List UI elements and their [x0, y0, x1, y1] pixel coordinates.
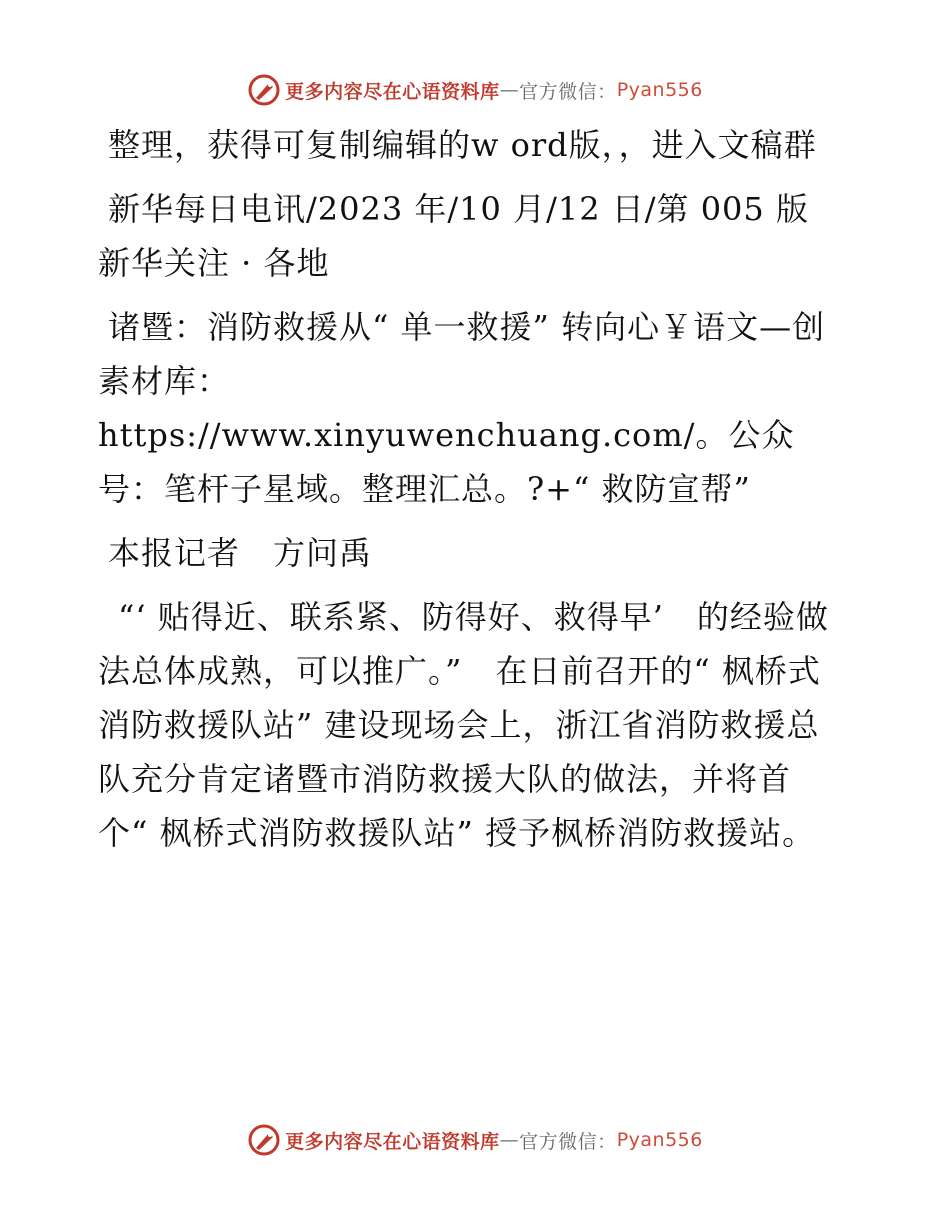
- pen-nib-logo-icon: [247, 73, 281, 107]
- paragraph-headline: 诸暨：消防救援从“ 单一救援” 转向心￥语文—创素材库：https://www.xinyuwenchuang.com/。公众号：笔杆子星域。整理汇总。?+“ 救防宣帮”: [98, 308, 826, 508]
- banner-wechat-id: Pyan556: [616, 1129, 703, 1151]
- banner-separator: —: [499, 1129, 520, 1151]
- footer-banner: [0, 1120, 950, 1160]
- banner-wechat-id: Pyan556: [616, 79, 703, 101]
- header-banner: [0, 70, 950, 110]
- banner-site-name: 更多内容尽在心语资料库: [285, 80, 500, 103]
- pen-nib-logo-icon: [247, 1123, 281, 1157]
- banner-wechat-label: 官方微信：: [519, 80, 617, 103]
- paragraph-byline: 本报记者 方问禹: [108, 534, 373, 572]
- banner-separator: —: [499, 79, 520, 101]
- document-body: [98, 118, 838, 870]
- paragraph-notice: 整理，获得可复制编辑的w ord版，，进入文稿群: [108, 126, 817, 164]
- paragraph-source: 新华每日电讯/2023 年/10 月/12 日/第 005 版新华关注 · 各地: [98, 190, 809, 282]
- paragraph-body: “‘ 贴得近、联系紧、防得好、救得早’ 的经验做法总体成熟，可以推广。” 在日前召开的“ 枫桥式消防救援队站” 建设现场会上，浙江省消防救援总队充分肯定诸暨市消防救援大队的做法，并将首个“ 枫桥式消防救援队站” 授予枫桥消防救援站。: [98, 598, 829, 852]
- banner-site-name: 更多内容尽在心语资料库: [285, 1130, 500, 1153]
- banner-wechat-label: 官方微信：: [519, 1130, 617, 1153]
